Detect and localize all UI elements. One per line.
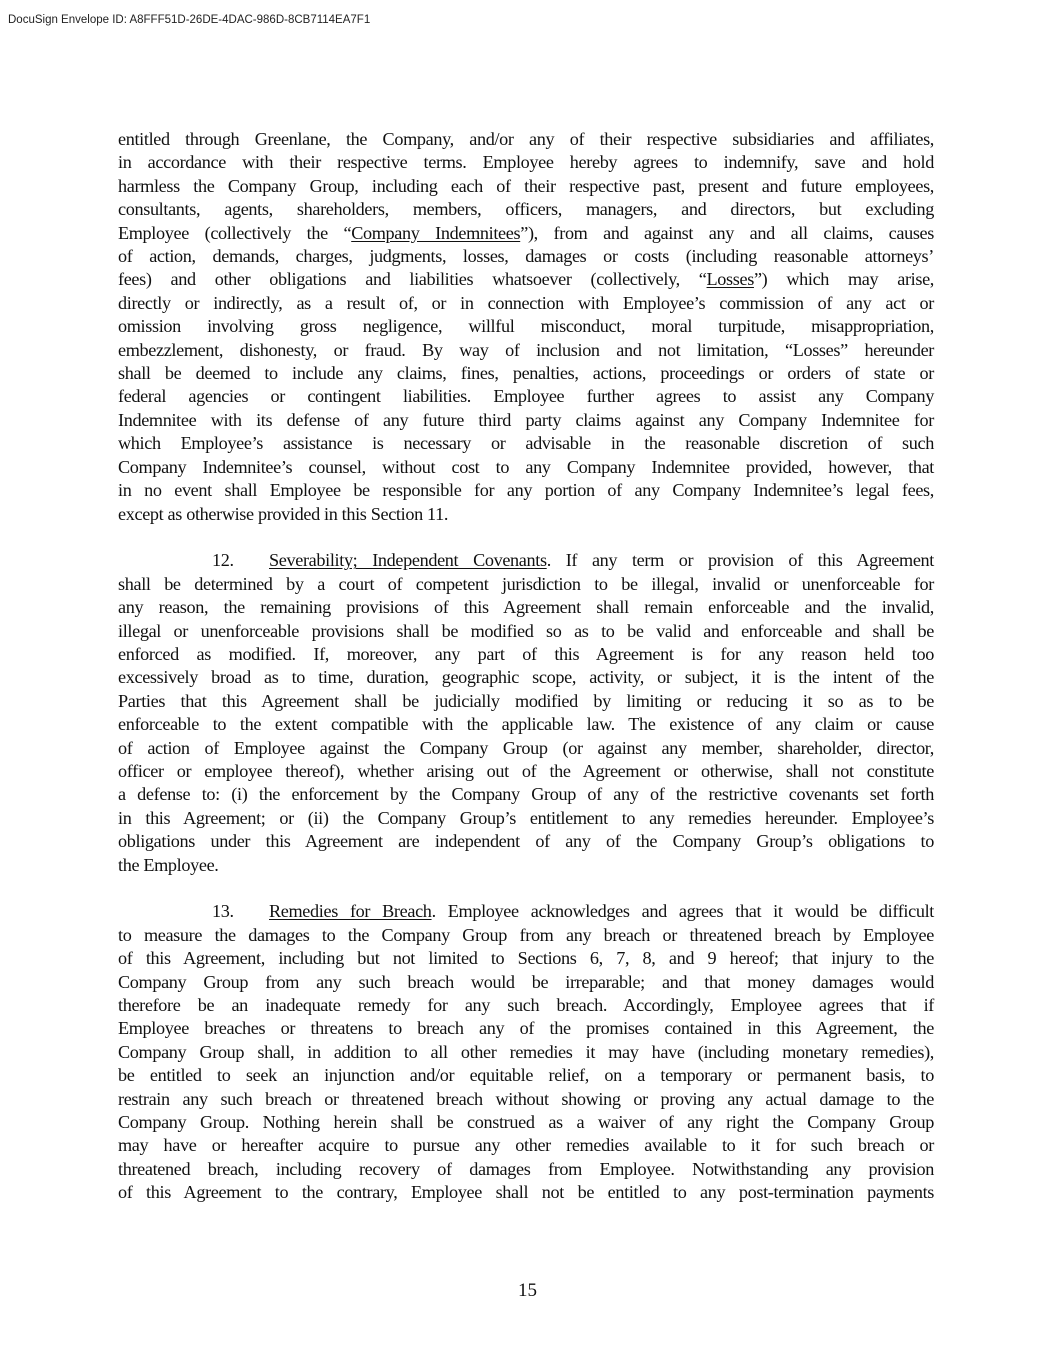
text-line: officer or employee thereof), whether arising out of the Agreement or otherwise, shall not constitute: [118, 760, 934, 781]
text-line: to measure the damages to the Company Group from any breach or threatened breach by Employee: [118, 924, 934, 945]
text-line: the Employee.: [118, 854, 219, 875]
text-segment: . Employee acknowledges and agrees that it would be difficult: [431, 901, 934, 922]
text-segment: fees) and other obligations and liabilities whatsoever (collectively, “: [118, 269, 707, 290]
text-line: directly or indirectly, as a result of, or in connection with Employee’s commission of any act or: [118, 292, 934, 313]
text-line: of this Agreement to the contrary, Employee shall not be entitled to any post-termination payments: [118, 1182, 934, 1203]
text-line: any reason, the remaining provisions of this Agreement shall remain enforceable and the invalid,: [118, 597, 934, 618]
text-line: illegal or unenforceable provisions shall be modified so as to be valid and enforceable and shall be: [118, 620, 934, 641]
section-number: 12.: [212, 550, 234, 571]
text-line: which Employee’s assistance is necessary or advisable in the reasonable discretion of such: [118, 433, 934, 454]
text-line: Company Group shall, in addition to all other remedies it may have (including monetary remedies),: [118, 1041, 934, 1062]
text-line: may have or hereafter acquire to pursue any other remedies available to it for such breach or: [118, 1135, 934, 1156]
text-line: enforced as modified. If, moreover, any part of this Agreement is for any reason held too: [118, 643, 934, 664]
section-12-first-line: [118, 549, 934, 572]
defined-term-losses: Losses: [706, 269, 754, 290]
text-line: Company Group. Nothing herein shall be construed as a waiver of any right the Company Group: [118, 1112, 934, 1133]
text-line: [118, 268, 934, 291]
defined-term-company-indemnitees: Company Indemnitees: [351, 222, 521, 243]
docusign-envelope-id: DocuSign Envelope ID: A8FFF51D-26DE-4DAC-986D-8CB7114EA7F1: [8, 14, 371, 26]
text-line: of this Agreement, including but not limited to Sections 6, 7, 8, and 9 hereof; that injury to the: [118, 948, 934, 969]
text-line: Parties that this Agreement shall be judicially modified by limiting or reducing it so as to be: [118, 690, 934, 711]
text-line: shall be determined by a court of competent jurisdiction to be illegal, invalid or unenforceable for: [118, 573, 934, 594]
text-line: federal agencies or contingent liabilities. Employee further agrees to assist any Company: [118, 386, 934, 407]
text-line: excessively broad as to time, duration, geographic scope, activity, or subject, it is the intent of the: [118, 667, 934, 688]
text-line: restrain any such breach or threatened breach without showing or proving any actual damage to the: [118, 1088, 934, 1109]
text-line: Indemnitee with its defense of any future third party claims against any Company Indemnitee for: [118, 409, 934, 430]
text-line: therefore be an inadequate remedy for any such breach. Accordingly, Employee agrees that if: [118, 995, 934, 1015]
text-line: Company Group from any such breach would be irreparable; and that money damages would: [118, 971, 934, 992]
section-heading: Severability; Independent Covenants: [269, 550, 547, 571]
text-line: omission involving gross negligence, willful misconduct, moral turpitude, misappropriation,: [118, 316, 934, 337]
text-line: in accordance with their respective terms. Employee hereby agrees to indemnify, save and hold: [118, 152, 934, 173]
text-line: in this Agreement; or (ii) the Company Group’s entitlement to any remedies hereunder. Employee’s: [118, 807, 934, 828]
section-number: 13.: [212, 901, 234, 922]
text-line: of action, demands, charges, judgments, losses, damages or costs (including reasonable attorneys’: [118, 246, 934, 267]
text-line: shall be deemed to include any claims, fines, penalties, actions, proceedings or orders of state or: [118, 363, 934, 384]
text-line: of action of Employee against the Company Group (or against any member, shareholder, director,: [118, 737, 934, 758]
text-segment: Employee (collectively the “: [118, 222, 352, 243]
text-line: Employee breaches or threatens to breach any of the promises contained in this Agreement, the: [118, 1018, 934, 1039]
text-line: a defense to: (i) the enforcement by the Company Group of any of the restrictive covenants set forth: [118, 784, 934, 805]
page-number: 15: [518, 1280, 537, 1301]
text-line: enforceable to the extent compatible with the applicable law. The existence of any claim or cause: [118, 714, 934, 735]
text-line: embezzlement, dishonesty, or fraud. By way of inclusion and not limitation, “Losses” hereunder: [118, 339, 934, 360]
text-line: Company Indemnitee’s counsel, without cost to any Company Indemnitee provided, however, that: [118, 456, 934, 477]
text-line: except as otherwise provided in this Section 11.: [118, 503, 449, 524]
section-heading: Remedies for Breach: [269, 901, 432, 922]
section-11-continuation: [118, 128, 934, 526]
text-line: be entitled to seek an injunction and/or equitable relief, on a temporary or permanent basis, to: [118, 1065, 934, 1086]
text-segment: ”) which may arise,: [753, 269, 935, 290]
text-segment: ”), from and against any and all claims, causes: [520, 222, 935, 243]
text-segment: . If any term or provision of this Agreement: [546, 550, 934, 571]
text-line: obligations under this Agreement are independent of any of the Company Group’s obligations to: [118, 831, 934, 852]
section-13-first-line: [118, 900, 934, 923]
text-line: entitled through Greenlane, the Company, and/or any of their respective subsidiaries and affiliates,: [118, 129, 934, 149]
section-13: [118, 900, 934, 1204]
text-line: harmless the Company Group, including each of their respective past, present and future employees,: [118, 175, 934, 196]
text-line: consultants, agents, shareholders, members, officers, managers, and directors, but excluding: [118, 199, 934, 220]
text-line: threatened breach, including recovery of damages from Employee. Notwithstanding any provision: [118, 1158, 934, 1179]
document-body: [118, 128, 934, 1228]
text-line: in no event shall Employee be responsible for any portion of any Company Indemnitee’s legal fees,: [118, 480, 934, 501]
text-line: [118, 222, 934, 245]
section-12: [118, 549, 934, 877]
